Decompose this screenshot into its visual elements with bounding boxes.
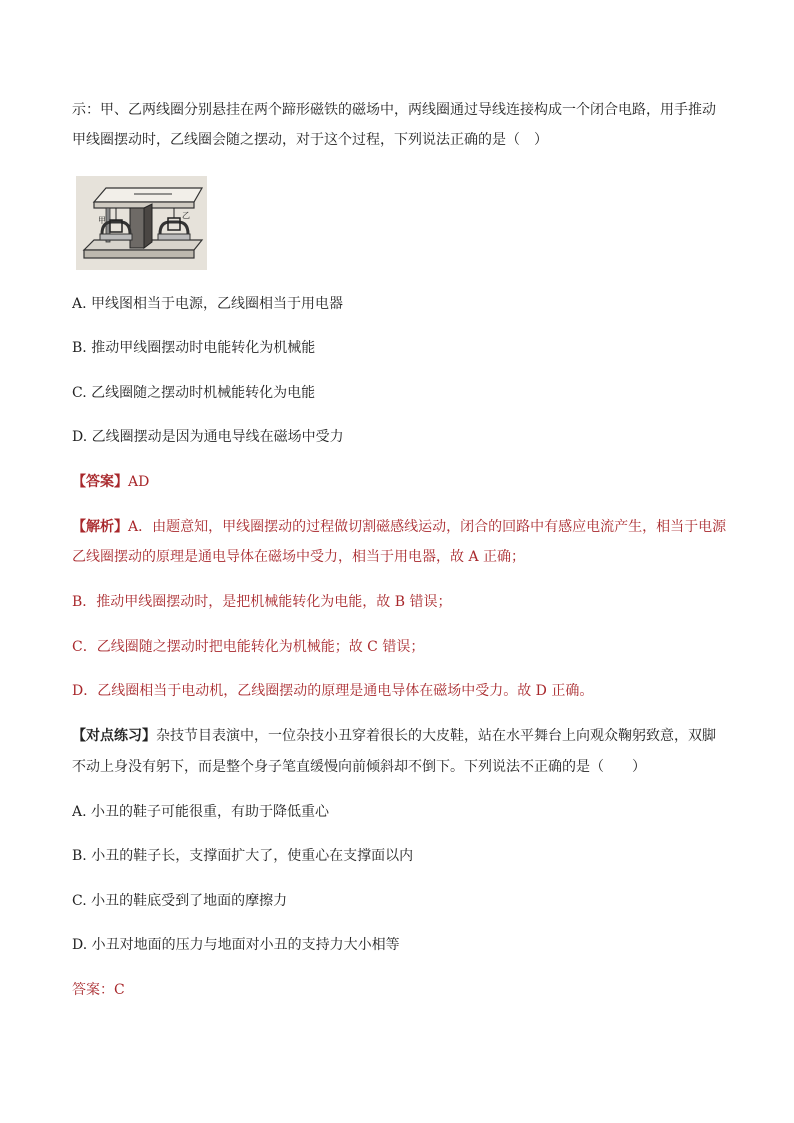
question1-stem-line2: 甲线圈摆动时，乙线圈会随之摆动，对于这个过程，下列说法正确的是（ ） — [72, 132, 548, 148]
analysis-line1 — [72, 517, 732, 537]
question2-option-c: C. 小丑的鞋底受到了地面的摩擦力 — [72, 893, 288, 909]
question2-answer: 答案：C — [72, 982, 125, 998]
question1-option-a: A. 甲线图相当于电源，乙线圈相当于用电器 — [72, 296, 344, 312]
analysis-line3: B．推动甲线圈摆动时，是把机械能转化为电能，故 B 错误； — [72, 594, 452, 610]
analysis-line5: D．乙线圈相当于电动机，乙线圈摆动的原理是通电导体在磁场中受力。故 D 正确。 — [72, 683, 594, 699]
answer-value: AD — [128, 474, 150, 490]
coil-apparatus-figure — [76, 176, 207, 270]
question1-answer — [72, 472, 732, 492]
analysis-tag: 【解析】 — [72, 519, 128, 535]
question2-stem-line2: 不动上身没有躬下，而是整个身子笔直缓慢向前倾斜却不倒下。下列说法不正确的是（ ） — [72, 759, 646, 775]
label-jia: 甲 — [98, 216, 106, 225]
question2-text-1: 杂技节目表演中，一位杂技小丑穿着很长的大皮鞋，站在水平舞台上向观众鞠躬致意，双脚 — [156, 728, 716, 744]
question1-stem-line1: 示：甲、乙两线圈分别悬挂在两个蹄形磁铁的磁场中，两线圈通过导线连接构成一个闭合电路，用手推动 — [72, 102, 716, 118]
question1-option-c: C. 乙线圈随之摆动时机械能转化为电能 — [72, 385, 316, 401]
analysis-text-1: A．由题意知，甲线圈摆动的过程做切割磁感线运动，闭合的回路中有感应电流产生，相当于电源 — [128, 519, 727, 535]
practice-tag: 【对点练习】 — [72, 728, 156, 744]
analysis-line2: 乙线圈摆动的原理是通电导体在磁场中受力，相当于用电器，故 A 正确； — [72, 549, 526, 565]
question1-option-b: B. 推动甲线圈摆动时电能转化为机械能 — [72, 340, 316, 356]
answer-tag: 【答案】 — [72, 474, 128, 490]
question1-option-d: D. 乙线圈摆动是因为通电导线在磁场中受力 — [72, 429, 344, 445]
question2-stem-line1 — [72, 726, 732, 746]
question2-option-a: A. 小丑的鞋子可能很重，有助于降低重心 — [72, 804, 330, 820]
analysis-line4: C．乙线圈随之摆动时把电能转化为机械能；故 C 错误； — [72, 639, 425, 655]
question2-option-d: D. 小丑对地面的压力与地面对小丑的支持力大小相等 — [72, 937, 400, 953]
label-yi: 乙 — [182, 211, 190, 220]
question2-option-b: B. 小丑的鞋子长，支撑面扩大了，使重心在支撑面以内 — [72, 848, 414, 864]
